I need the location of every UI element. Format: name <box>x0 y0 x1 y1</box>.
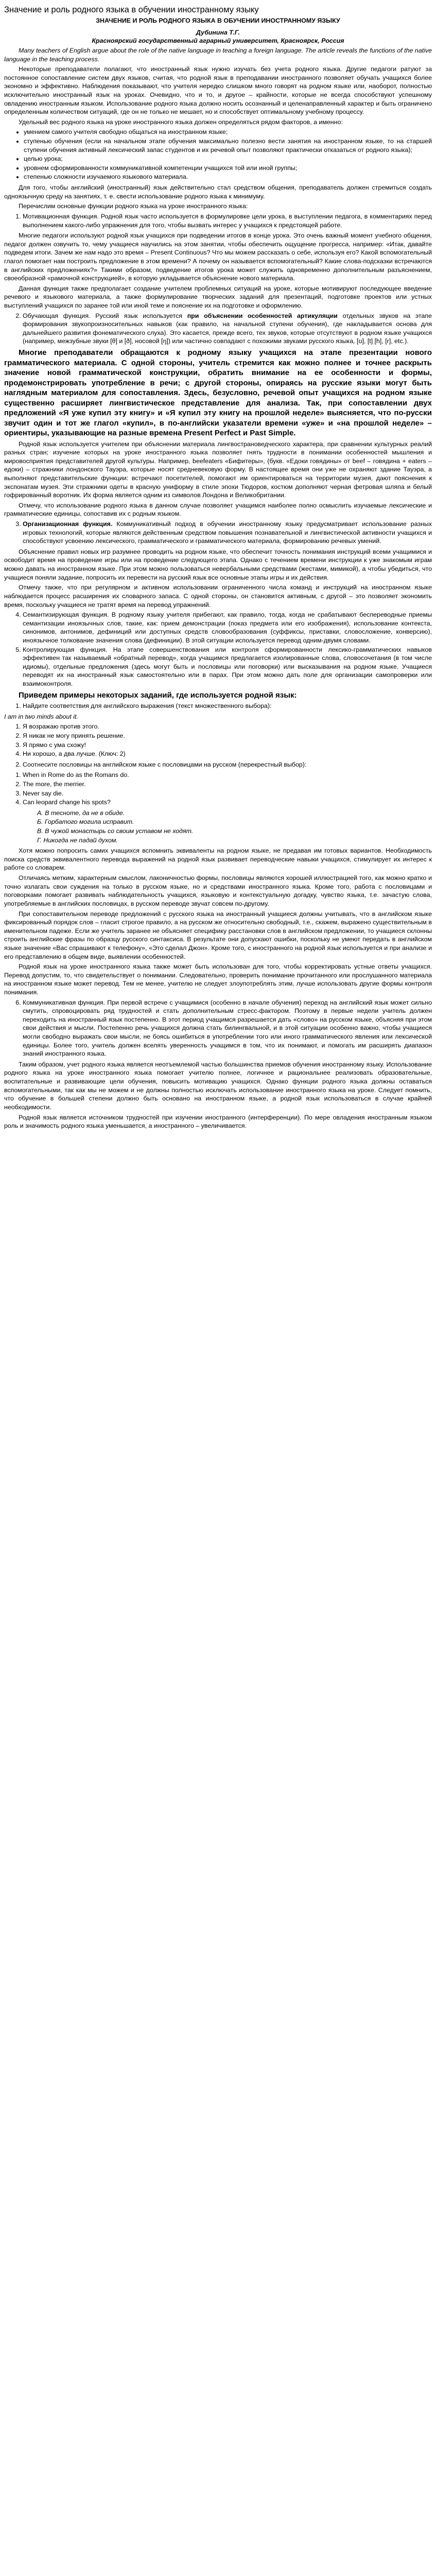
function-title: Обучающая функция. <box>23 312 91 319</box>
proverbs-en <box>4 771 432 806</box>
list-item: 4. Ни хорошо, а два лучше. (Ключ: 2) <box>23 750 432 758</box>
functions-list-3 <box>4 520 432 546</box>
function-title: Мотивационная функция. <box>23 212 99 220</box>
function-title: Коммуникативная функция. <box>23 998 106 1006</box>
function-emphasis: при объяснении особенностей артикуляции <box>187 312 338 319</box>
list-item: • степенью сложности изучаемого языкового материала. <box>24 173 432 181</box>
paragraph: Родной язык используется учителем при объяснении материала лингвострановедческого характера, при сравнении культурных реалий разных стран; изучение которых на уроке иностранного языка позволяет гнять трудности в понимании особенностей мышления и мировосприятия представителей другой культуры. Например, beefeaters «Бифитеры», (букв. «Едоки говядины» от beef – говядина + eaters – едоки) – стражники лондонского Тауэра, которые носят средневековую форму. В настоящее время они уже не охраняют здание Тауэра, а выполняют представительские функции: встречают посетителей, помогают им ориентироваться на территории музея, дают пояснения к экспонатам музея. Эти стражники одеты в красную униформу в стиле эпохи Тюдоров, костюм дополняют черная фетровая шляпа и белый гофрированный воротник. Их форма является одним из символов Лондона и Великобритании. <box>4 440 432 499</box>
proverbs-ru <box>13 809 432 844</box>
paragraph: Многие педагоги используют родной язык учащихся при подведении итогов в конце урока. Это очень важный момент учебного общения, педагог должен озвучить то, чему учащиеся научились на этом занятии, чтобы обеспечить ощущение прогресса, например: «Итак, давайте подведем итоги. Зачем же нам надо это время – Present Continuous? Что мы можем рассказать о себе, используя его? Какой вспомогательный глагол помогает нам построить предложение в этом времени? А почему он называется вспомогательный? Какие слова-подсказки встречаются в английских предложениях?» Такими образом, подведение итогов урока может служить одновременно дополнительным разъяснением, своеобразной «рамочной конструкцией», в которую укладывается объяснение нового материала. <box>4 232 432 282</box>
list-item <box>23 646 432 688</box>
paragraph: Хотя можно попросить самих учащихся вспомнить эквиваленты на родном языке, не предавая им готовых вариантов. Необходимость поиска средств эквивалентного перевода выражений на родной язык развивает переводческие навыки учащихся, стимулирует их интерес к работе со словарем. <box>4 847 432 872</box>
function-text: При первой встрече с учащимися (особенно в начале обучения) переход на английский язык может сильно смутить, спровоцировать ряд трудностей и стать дополнительным стресс-фактором. Поэтому в первые недели учитель должен переходить на иностранный язык постепенно. В этот период учащимся разрешается дать «слово» на русском языке, объясняя при этом свои действия и мысли. Постепенно речь учащихся должна стать билингвальной, и в этой ситуации особенно важно, чтобы учащиеся могли свободно выражать свои мысли, не боясь ошибиться в употреблении того или иного грамматического явления или лексической единицы. Более того, учитель должен вселять уверенность учащимся в том, что их понимают, и помогать им расширять диапазон знаний иностранного языка. <box>23 998 432 1058</box>
page-title: Значение и роль родного языка в обучении иностранному языку <box>4 5 259 14</box>
paragraph: Данная функция также предполагает создание учителем проблемных ситуаций на уроке, которые мотивируют последующее введение речевого и языкового материала, а также формулирование творческих заданий для презентаций, подготовке проектов или устных выступлений учащихся по заранее той или иной теме и пояснение их на подготовке и оформлению. <box>4 284 432 309</box>
list-item: • умением самого учителя свободно общаться на иностранном языке; <box>24 128 432 137</box>
list-item: 1. When in Rome do as the Romans do. <box>23 771 432 779</box>
list-item: • ступенью обучения (если на начальном этапе обучения максимально полезно вести занятия на иностранном языке, то на старшей ступени обучения активный лексический запас студентов и их речевой опыт позволяют практически отказаться от родного языка); <box>24 137 432 154</box>
paragraph: Родной язык на уроке иностранного языка также может быть использован для того, чтобы корректировать устные ответы учащихся. Перевод допустим, то, что свидетельствует о понимании. Следовательно, проверить понимание прочитанного или прослушанного материала на иностранном языке может перевод. Тем не менее, учителю не следует злоупотреблять этим, лучше использовать другие формы контроля понимания. <box>4 963 432 996</box>
tasks-list-2 <box>4 760 432 769</box>
paragraph: При сопоставительном переводе предложений с русского языка на иностранный учащиеся должны учитывать, что в английском языке фиксированный порядок слов – гласит строгое правило, а на русском же относительно свободный, т.е., скажем, выражено существительным в именительном падеже. Если же учитель заранее не объясняет специфику расстановки слов в английском предложении, то учащиеся склонны строить английские фразы по образцу русского синтаксиса. В результате они допускают ошибки, поскольку не умеют передать в английском языке значение «Вас спрашивают к телефону», «Это сделал Джон». Кроме того, с иностранного на родной язык используется и при анализе и его представлению в общем виде, выявлении особенностей. <box>4 910 432 960</box>
list-item: 3. Never say die. <box>23 789 432 798</box>
list-item: 1. Найдите соответствия для английского выражения (текст множественного выбора): <box>23 702 432 710</box>
functions-list-4 <box>4 611 432 688</box>
paragraph: Родной язык является источником трудностей при изучении иностранного (интерференции). По мере овладения иностранным языком роль и значимость родного языка уменьшается, а иностранного – увеличивается. <box>4 1113 432 1130</box>
functions-list-6 <box>4 998 432 1058</box>
article-title: ЗНАЧЕНИЕ И РОЛЬ РОДНОГО ЯЗЫКА В ОБУЧЕНИИ ИНОСТРАННОМУ ЯЗЫКУ <box>96 17 340 25</box>
paragraph: Отличаясь метким, характерным смыслом, лаконичностью формы, пословицы являются хорошей иллюстрацией того, как можно кратко и точно излагать свои суждения на только в русском языке, но и средствами иностранного языка. Кроме того, работа с пословицами и поговорками помогает развивать наблюдательность учащихся, языковую и контекстуальную догадку, чувство языка, т.е. зачастую слова, употребляемые в английских пословицах, в русском переводе звучат совсем по-другому. <box>4 874 432 907</box>
list-item: Б. Горбатого могила исправит. <box>37 818 134 826</box>
function-text: отдельных звуков на этапе формирования звукопроизносительных навыков (как правило, на начальной ступени обучения), где накладывается основа для дальнейшего развития фонематического слуха). Это касается, прежде всего, тех звуков, которые отсутствуют в родном языке учащихся (например, межзубные звуки [θ] и [ð], носовой [ŋ]) или частично совпадают с похожими звуками русского языка, [ʊ], [t] [h], [r], etc.). <box>23 312 432 345</box>
function-text: Коммуникативный подход в обучении иностранному языку предусматривает использование разных игровых технологий, которые являются действенным средством повышения познавательной и лингвистической активности учащихся и способствуют усвоению лексического, грамматического и грамматического материала, формированию речевых умений. <box>23 520 432 545</box>
function-text: На этапе совершенствования или контроля сформированности лексико-грамматических навыков эффективен так называемый «обратный перевод», когда учащимся предлагается изолированные слова, словосочетания (в том числе идиомы), отдельные предложения (здесь могут быть и пословицы или поговорки) или высказывания на родном языке. Учащиеся переводят их на иностранный язык самостоятельно или в парах. При этом можно дать поле для организации самопроверки или взаимоконтроля. <box>23 646 432 687</box>
tasks-list-1 <box>4 702 432 710</box>
function-title: Контролирующая функция. <box>23 646 108 653</box>
task-options <box>4 722 432 758</box>
factors-list <box>4 128 432 181</box>
list-item: A. В тесноте, да не в обиде. <box>37 809 125 817</box>
affiliation: Красноярский государственный аграрный университет, Красноярск, Россия <box>92 37 344 45</box>
list-item <box>23 212 432 229</box>
functions-list-2 <box>4 312 432 346</box>
paragraph: Объяснение правил новых игр разумнее проводить на родном языке, что обеспечит точность понимания инструкций всеми учащимися и освободит время на проведение игры или на проведение следующего этапа. Однако с течением времени инструкции к уже знакомым играм можно давать на иностранном языке. При этом можно пользоваться невербальными средствами (жестами, мимикой), а чтобы убедиться, что учащиеся поняли задание, попросить их перевести на русский язык все основные этапы игры и их действия. <box>4 548 432 581</box>
function-text: Родной язык часто используется в формулировке цели урока, в выступлении педагога, в комментариях перед выполнением какого-либо упражнения для того, чтобы вызвать интерес у учащихся к предстоящей работе. <box>23 212 432 229</box>
function-title: Организационная функция. <box>23 520 113 528</box>
function-text: Русский язык используется <box>95 312 182 319</box>
author: Дубинина Т.Г. <box>196 28 240 36</box>
abstract: Many teachers of English argue about the role of the native language in teaching a foreign language. The article reveals the functions of the native language in the teaching process. <box>4 46 432 63</box>
list-item: 2. The more, the merrier. <box>23 780 432 789</box>
list-item <box>23 312 432 346</box>
list-item: Г. Никогда не падай духом. <box>37 836 118 844</box>
functions-list-1 <box>4 212 432 229</box>
list-item: 4. Can leopard change his spots? <box>23 798 432 807</box>
function-text: В родному языку учителя прибегают, как правило, тогда, когда не срабатывают беспереводные приемы семантизации иноязычных слов, такие, как: прием демонстрации (показ предмета или его изображения), использование контекста, синонимов, антонимов, дефиниций или доступных средств словообразования (суффиксы, приставки, словосложение, конверсию), иноязычное толкование значения слова (дефиниции). В этой ситуации используется перевод одним-двумя словами. <box>23 611 432 644</box>
document-page <box>0 0 436 1137</box>
paragraph: Некоторые преподаватели полагают, что иностранный язык нужно изучать без учета родного языка. Другие педагоги ратуют за постоянное сопоставление систем двух языков, считая, что родной язык в преподавании иностранного позволяет обучать учащихся более экономно и эффективно. Наблюдения показывают, что учителя нередко слишком много говорят на родном языке или, наоборот, полностью исключительно иностранный язык на уроках. Очевидно, что и то, и другое – крайности, которые не всегда способствуют успешному овладению иностранным языком. Использование родного языка должно носить осознанный и целенаправленный характер и быть ограничено определенным количеством ситуаций, где он не только не мешает, но и способствует оптимальному учебному процессу. <box>4 65 432 116</box>
list-item <box>23 998 432 1058</box>
list-item: • целью урока; <box>24 155 432 163</box>
task-question: I am in two minds about it. <box>4 713 78 720</box>
list-item: 1. Я возражаю против этого. <box>23 722 432 731</box>
list-item: 2. Я никак не могу принять решение. <box>23 732 432 740</box>
paragraph: Отмечу, что использование родного языка в данном случае позволяет учащимся наиболее полно осмыслить изучаемые лексические и грамматические единицы, сопоставив их с родным языком. <box>4 501 432 518</box>
list-item: В. В чужой монастырь со своим уставом не ходят. <box>37 827 194 835</box>
emphasis-paragraph: Приведем примеры некоторых заданий, где используется родной язык: <box>19 690 297 700</box>
emphasis-paragraph: Многие преподаватели обращаются к родному языку учащихся на этапе презентации нового грамматического материала. С одной стороны, учитель стремится как можно полнее и точнее раскрыть значение новой грамматической конструкции, обратить внимание на ее особенности и формы, продемонстрировать употребление в речи; с другой стороны, опираясь на русские языки могут быть наглядным материалом для сопоставления. Здесь, безусловно, речевой опыт учащихся на родном языке существенно расширяет лингвистическое представление для анализа. Так, при сопоставлении двух предложений «Я уже купил эту книгу» и «Я купил эту книгу на прошлой неделе» выясняется, что по-русски звучит один и тот же глагол «купил», в по-английски указатели времени «уже» и «на прошлой неделе» – ориентиры, указывающие на разные времена Present Perfect и Past Simple. <box>4 348 432 438</box>
list-item <box>23 611 432 645</box>
paragraph: Для того, чтобы английский (иностранный) язык действительно стал средством общения, преподаватель должен стремиться создать одноязычную среду на занятиях, т. е. свести использование родного языка к минимуму. <box>4 184 432 200</box>
list-item: 3. Я прямо с ума схожу! <box>23 741 432 750</box>
list-item <box>23 520 432 546</box>
paragraph: Перечислим основные функции родного языка на уроке иностранного языка: <box>19 202 248 210</box>
paragraph: Удельный вес родного языка на уроке иностранного языка должен определяться рядом факторов, а именно: <box>19 118 343 126</box>
list-item: • уровнем сформированности коммуникативной компетенции учащихся той или иной группы; <box>24 164 432 173</box>
list-item: 2. Соотнесите пословицы на английском языке с пословицами на русском (перекрестный выбор): <box>23 760 432 769</box>
paragraph: Таким образом, учет родного языка является неотъемлемой частью большинства приемов обучения иностранному языку. Использование родного языка на уроке иностранного языка помогает учителю полнее, логичнее и рациональнее реализовать образовательные, воспитательные и развивающие цели обучения, повысить мотивацию учащихся. Однако функции родного языка должны оставаться вспомогательными, так как мы не можем и не должны полностью исключать использование иностранного языка на уроке. Следует помнить, что обучение в большей степени должно быть основано на иностранном языке, а родной язык использоваться в случае крайней необходимости. <box>4 1060 432 1111</box>
function-title: Семантизирующая функция. <box>23 611 109 619</box>
paragraph: Отмечу также, что при регулярном и активном использовании ограниченного числа команд и инструкций на иностранном языке наблюдается процесс расширения их словарного запаса. С одной стороны, он становится активным, с другой – это позволяет экономить время, поскольку учащиеся не тратят время на перевод упражнений. <box>4 584 432 608</box>
